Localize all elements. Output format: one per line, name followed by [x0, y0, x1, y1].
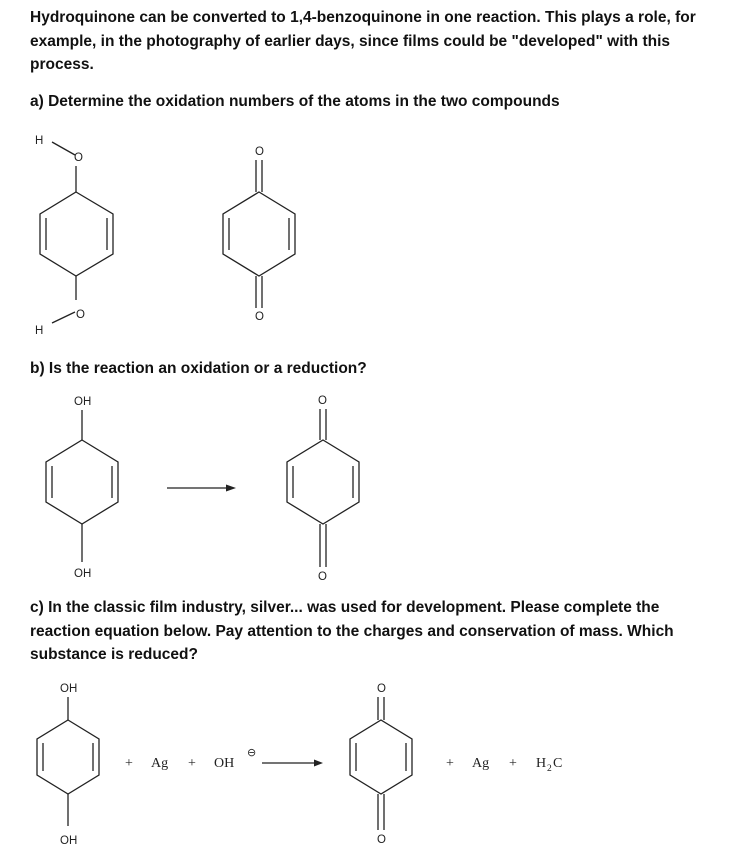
- plus-sign: +: [509, 756, 517, 771]
- svg-text:H: H: [536, 756, 547, 771]
- negative-charge: ⊖: [247, 746, 257, 759]
- svg-text:OH: OH: [74, 396, 92, 408]
- benzoquinone-structure-c: [350, 683, 412, 846]
- svg-text:O: O: [74, 152, 83, 164]
- svg-text:C: C: [553, 756, 563, 771]
- structures-part-a: [0, 120, 735, 350]
- plus-sign: +: [446, 756, 454, 771]
- svg-text:O: O: [377, 834, 386, 846]
- reaction-arrow-b: [167, 485, 236, 492]
- svg-text:O: O: [318, 395, 327, 407]
- svg-text:OH: OH: [74, 568, 92, 580]
- reaction-equation-c: [0, 678, 735, 858]
- plus-sign: +: [125, 756, 133, 771]
- svg-text:OH: OH: [60, 835, 78, 847]
- intro-text: Hydroquinone can be converted to 1,4-benzoquinone in one reaction. This plays a role, for example, in the photography of earlier days, since films could be "developed" with this process.: [30, 9, 696, 73]
- benzoquinone-structure-b: [287, 395, 359, 583]
- benzoquinone-structure-a: [223, 146, 295, 323]
- question-b: b) Is the reaction an oxidation or a reduction?: [30, 360, 367, 377]
- hydroxide-reactant: OH: [214, 756, 235, 771]
- silver-reactant: Ag: [151, 756, 169, 771]
- hydroquinone-structure-c: [37, 683, 99, 847]
- hydroquinone-structure-b: [46, 396, 118, 580]
- silver-product: Ag: [472, 756, 490, 771]
- hydroquinone-structure-a: [35, 135, 113, 337]
- svg-text:O: O: [255, 146, 264, 158]
- question-a: a) Determine the oxidation numbers of the atoms in the two compounds: [30, 93, 560, 110]
- svg-text:O: O: [255, 311, 264, 323]
- question-c: c) In the classic film industry, silver... was used for development. Please complete the reaction equation below. Pay attention to the charges and conservation of mass. Which substance is reduced?: [30, 599, 674, 663]
- svg-text:O: O: [318, 571, 327, 583]
- reaction-arrow-c: [262, 760, 323, 767]
- structures-part-b: [0, 390, 735, 590]
- plus-sign: +: [188, 756, 196, 771]
- svg-text:2: 2: [547, 764, 552, 774]
- svg-text:H: H: [35, 135, 44, 147]
- svg-text:O: O: [377, 683, 386, 695]
- svg-text:H: H: [35, 325, 44, 337]
- svg-text:O: O: [76, 309, 85, 321]
- water-product: [536, 756, 562, 774]
- svg-text:OH: OH: [60, 683, 78, 695]
